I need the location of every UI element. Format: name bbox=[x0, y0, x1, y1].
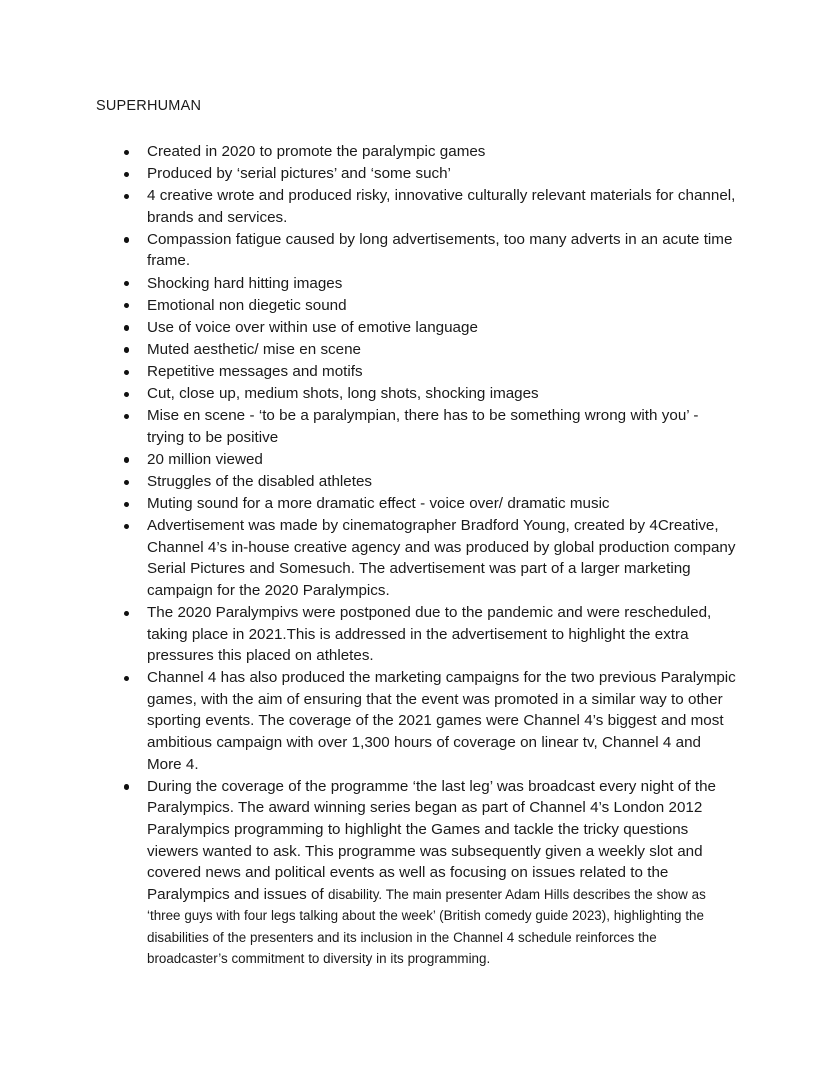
list-item: Advertisement was made by cinematographer Bradford Young, created by 4Creative, Channel 4’s in-house creative agency and was produced by global production company Serial Pictures and Somesuch. The advertisement was part of a larger marketing campaign for the 2020 Paralympics. bbox=[96, 515, 736, 601]
page-title: SUPERHUMAN bbox=[96, 98, 202, 114]
list-item-final bbox=[96, 776, 736, 970]
list-item: Mise en scene - ‘to be a paralympian, there has to be something wrong with you’ - trying to be positive bbox=[96, 405, 736, 448]
list-item: Shocking hard hitting images bbox=[96, 273, 736, 295]
list-item: Channel 4 has also produced the marketing campaigns for the two previous Paralympic games, with the aim of ensuring that the event was promoted in a similar way to other sporting events. The coverage of the 2021 games were Channel 4’s biggest and most ambitious campaign with over 1,300 hours of coverage on linear tv, Channel 4 and More 4. bbox=[96, 667, 736, 775]
final-bullet-small-text: disability. The main presenter Adam Hills describes the show as ‘three guys with four legs talking about the week’ (British comedy guide 2023), highlighting the disabilities of the presenters and its inclusion in the Channel 4 schedule reinforces the broadcaster’s commitment to diversity in its programming. bbox=[147, 886, 706, 967]
list-item: Use of voice over within use of emotive language bbox=[96, 317, 736, 339]
list-item: Repetitive messages and motifs bbox=[96, 361, 736, 383]
list-item: The 2020 Paralympivs were postponed due to the pandemic and were rescheduled, taking place in 2021.This is addressed in the advertisement to highlight the extra pressures this placed on athletes. bbox=[96, 602, 736, 667]
list-item: Emotional non diegetic sound bbox=[96, 295, 736, 317]
list-item: Muting sound for a more dramatic effect - voice over/ dramatic music bbox=[96, 493, 736, 515]
list-item: Compassion fatigue caused by long advertisements, too many adverts in an acute time frame. bbox=[96, 229, 736, 272]
list-item: Cut, close up, medium shots, long shots, shocking images bbox=[96, 383, 736, 405]
list-item: Muted aesthetic/ mise en scene bbox=[96, 339, 736, 361]
list-item: 4 creative wrote and produced risky, innovative culturally relevant materials for channel, brands and services. bbox=[96, 185, 736, 228]
document-body bbox=[96, 96, 736, 971]
list-item: Struggles of the disabled athletes bbox=[96, 471, 736, 493]
list-item: Produced by ‘serial pictures’ and ‘some such’ bbox=[96, 163, 736, 185]
final-bullet-normal-text: During the coverage of the programme ‘the last leg’ was broadcast every night of the Paralympics. The award winning series began as part of Channel 4’s London 2012 Paralympics programming to highlight the Games and tackle the tricky questions viewers wanted to ask. This programme was subsequently given a weekly slot and covered news and political events as well as focusing on issues related to the Paralympics and issues of bbox=[147, 777, 716, 903]
notes-bullet-list bbox=[96, 141, 736, 970]
list-item: Created in 2020 to promote the paralympic games bbox=[96, 141, 736, 163]
list-item: 20 million viewed bbox=[96, 449, 736, 471]
